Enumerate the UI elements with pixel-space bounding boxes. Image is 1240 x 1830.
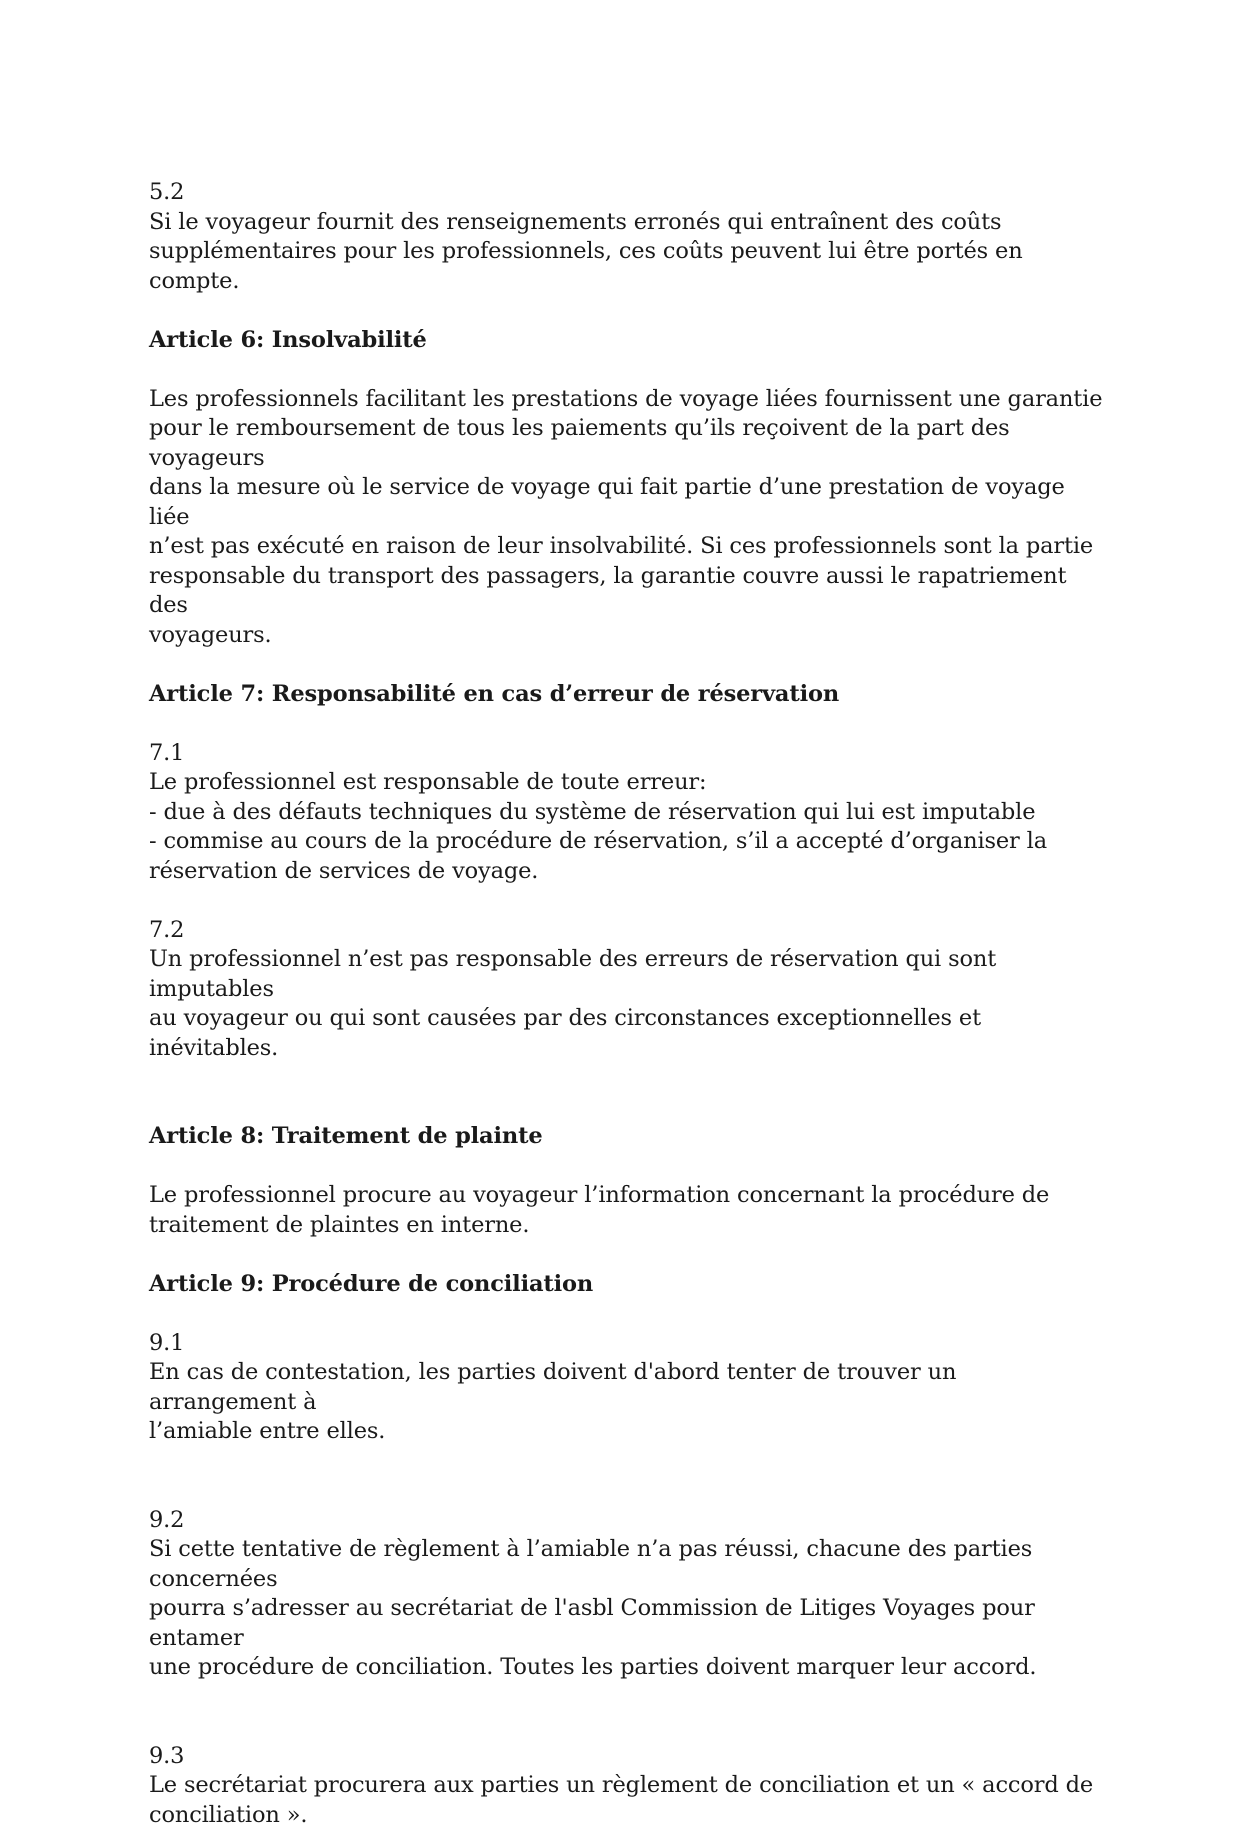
spacer: [149, 1447, 1109, 1506]
section-text-7-1: Le professionnel est responsable de toute erreur: - due à des défauts techniques du système de réservation qui lui est imputable - commise au cours de la procédure de réservation, s’il a accepté d’organiser la réservation de services de voyage.: [149, 769, 1047, 884]
spacer: [149, 1683, 1109, 1742]
section-number-5-2: 5.2: [149, 179, 185, 205]
article-8-text: Le professionnel procure au voyageur l’information concernant la procédure de traitement de plaintes en interne.: [149, 1182, 1050, 1238]
spacer: [149, 1240, 1109, 1270]
spacer: [149, 355, 1109, 385]
article-6-heading: Article 6: Insolvabilité: [149, 326, 427, 353]
spacer: [149, 886, 1109, 916]
section-number-9-1: 9.1: [149, 1329, 185, 1356]
article-8-heading: Article 8: Traitement de plainte: [149, 1123, 543, 1149]
spacer: [149, 1063, 1109, 1122]
article-9-heading: Article 9: Procédure de conciliation: [149, 1270, 594, 1297]
section-number-7-1: 7.1: [149, 739, 185, 766]
article-6-text: Les professionnels facilitant les prestations de voyage liées fournissent une garantie pour le remboursement de tous les paiements qu’ils reçoivent de la part des voyageurs dans la mesure où le service de voyage qui fait partie d’une prestation de voyage liée n’est pas exécuté en raison de leur insolvabilité. Si ces professionnels sont la partie responsable du transport des passagers, la garantie couvre aussi le rapatriement des voyageurs.: [149, 385, 1103, 648]
spacer: [149, 296, 1109, 326]
document-body: [149, 178, 1109, 1830]
spacer: [149, 650, 1109, 680]
article-7-heading: Article 7: Responsabilité en cas d’erreur de réservation: [149, 680, 840, 707]
spacer: [149, 709, 1109, 739]
spacer: [149, 1299, 1109, 1329]
spacer: [149, 1152, 1109, 1182]
section-number-9-2: 9.2: [149, 1506, 185, 1533]
section-text-9-3: Le secrétariat procurera aux parties un règlement de conciliation et un « accord de conciliation ».: [149, 1772, 1094, 1828]
section-number-9-3: 9.3: [149, 1742, 185, 1769]
section-text-9-1: En cas de contestation, les parties doivent d'abord tenter de trouver un arrangement à l’amiable entre elles.: [149, 1359, 957, 1444]
section-text-7-2: Un professionnel n’est pas responsable des erreurs de réservation qui sont imputables au voyageur ou qui sont causées par des circonstances exceptionnelles et inévitables.: [149, 946, 997, 1061]
section-text-5-2: Si le voyageur fournit des renseignements erronés qui entraînent des coûts supplémentaires pour les professionnels, ces coûts peuvent lui être portés en compte.: [149, 208, 1023, 294]
section-text-9-2: Si cette tentative de règlement à l’amiable n’a pas réussi, chacune des parties concernées pourra s’adresser au secrétariat de l'asbl Commission de Litiges Voyages pour entamer une procédure de conciliation. Toutes les parties doivent marquer leur accord.: [149, 1536, 1037, 1680]
section-number-7-2: 7.2: [149, 916, 185, 943]
